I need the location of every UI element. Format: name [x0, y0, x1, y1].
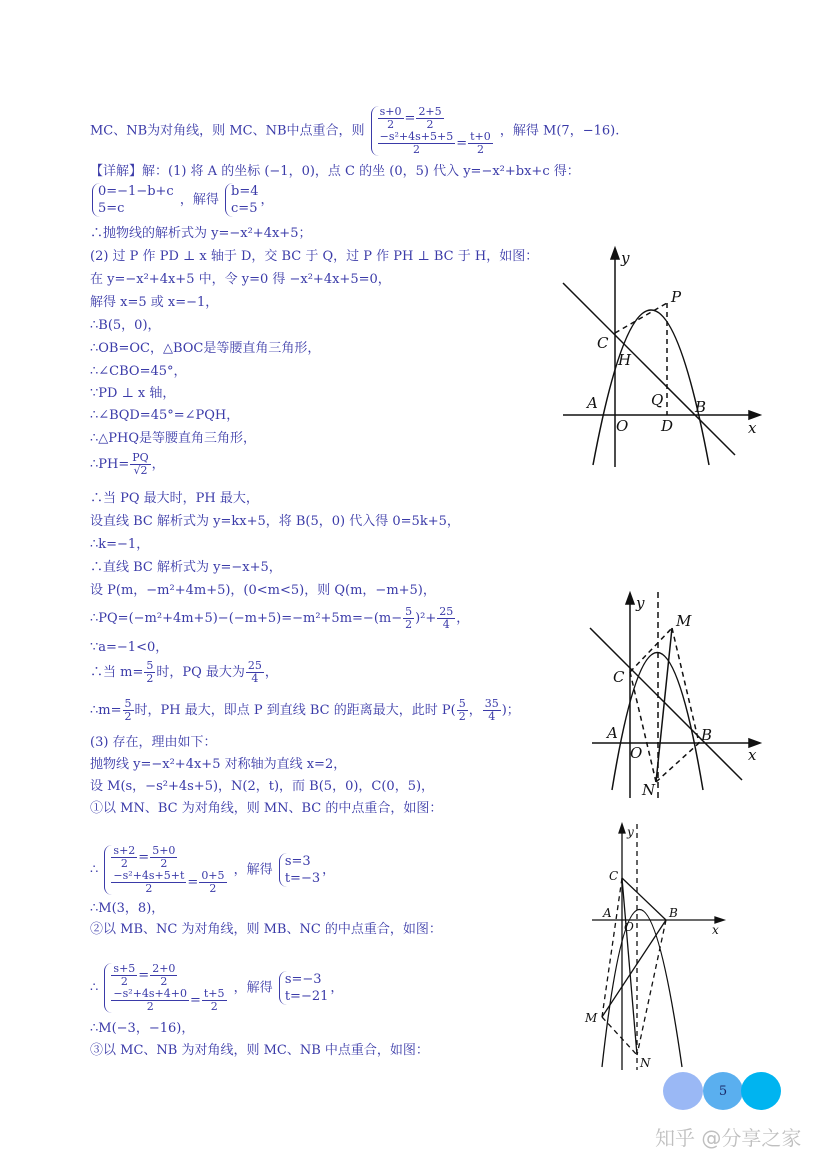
num: 5 [405, 605, 413, 618]
den: 2 [124, 710, 132, 723]
text-line [90, 963, 343, 1013]
den: 2 [209, 882, 217, 895]
num: t+5 [203, 987, 225, 1000]
label-x: x [712, 923, 719, 937]
den: 2 [160, 857, 168, 870]
text: 时，PQ 最大为 [156, 665, 245, 680]
num: PQ [132, 451, 149, 464]
label-x: x [748, 419, 757, 437]
text-line: ①以 MN、BC 为对角线，则 MN、BC 的中点重合，如图： [90, 801, 443, 816]
text-line: ∴∠BQD=45°=∠PQH， [90, 408, 240, 423]
text-line: 抛物线 y=−x²+4x+5 对称轴为直线 x=2， [90, 757, 347, 772]
text-line: (2) 过 P 作 PD ⊥ x 轴于 D，交 BC 于 Q，过 P 作 PH ⊥ BC 于 H，如图： [90, 249, 539, 264]
text-line [90, 698, 520, 723]
equation-system [92, 183, 174, 217]
y-arrow-icon [611, 248, 619, 259]
num: t+0 [470, 130, 491, 143]
text-line: ∴k=−1， [90, 537, 150, 552]
text-line: ∴∠CBO=45°， [90, 364, 187, 379]
den: 4 [488, 710, 496, 723]
equation-system: $\frac{s+5}{2}$ = $\frac{2+0}{2}$ $\frac{\text{−s²+4s+4+0}}{2}$ = $\frac{t+5}{2}$ [104, 963, 227, 1013]
den: 2 [146, 1000, 154, 1013]
text-line: 设直线 BC 解析式为 y=kx+5，将 B(5，0) 代入得 0=5k+5， [90, 514, 460, 529]
page-number: 5 [703, 1072, 743, 1110]
den: 2 [426, 118, 434, 131]
label-o: O [624, 920, 634, 934]
label-y: y [627, 825, 634, 839]
text: 时，PH 最大，即点 P 到直线 BC 的距离最大，此时 P( [134, 703, 456, 718]
text-line [90, 660, 278, 685]
parabola-curve [593, 310, 709, 465]
eq: b=4 [231, 184, 259, 199]
num: s+5 [113, 962, 136, 975]
segment-bn [637, 920, 666, 1055]
num: s+0 [379, 105, 402, 118]
text-line [90, 183, 274, 217]
text-line: (3) 存在，理由如下： [90, 735, 217, 750]
num: 25 [247, 659, 262, 672]
equation-system [225, 183, 259, 217]
label-a: A [587, 394, 598, 412]
num: 35 [484, 697, 499, 710]
num: −s²+4s+5+t [113, 869, 185, 882]
text-line: 在 y=−x²+4x+5 中，令 y=0 得 −x²+4x+5=0， [90, 272, 391, 287]
den: 2 [146, 672, 154, 685]
text-line [90, 106, 619, 156]
page-circle-right [741, 1072, 781, 1110]
den: 2 [412, 143, 420, 156]
den: 2 [405, 618, 413, 631]
segment-mc [602, 878, 622, 1017]
text-line: ∴抛物线的解析式为 y=−x²+4x+5； [90, 226, 312, 241]
text-line: ∴M(−3，−16)， [90, 1021, 195, 1036]
equation-system: $\frac{s+2}{2}$ = $\frac{5+0}{2}$ $\frac{\text{−s²+4s+5+t}}{2}$ = $\frac{0+5}{2}$ [104, 845, 227, 895]
label-h: H [618, 351, 632, 369]
text: ，解得 [233, 980, 273, 996]
label-m: M [585, 1011, 598, 1025]
eq: s=−3 [284, 972, 322, 987]
den: 2 [160, 975, 168, 988]
label-p: P [671, 288, 682, 306]
text-line: ∴当 PQ 最大时，PH 最大， [90, 491, 259, 506]
text-line [90, 606, 469, 631]
text-line: ∴M(3，8)， [90, 901, 165, 916]
label-o: O [630, 744, 643, 762]
text-line: ∴△PHQ是等腰直角三角形， [90, 431, 257, 446]
segment-cb [622, 878, 666, 920]
text: ，解得 M(7，−16). [499, 123, 620, 139]
text-line: 解得 x=5 或 x=−1， [90, 295, 219, 310]
num: −s²+4s+5+5 [379, 130, 454, 143]
text: ， [260, 192, 274, 208]
label-o: O [616, 417, 629, 435]
num: −s²+4s+4+0 [113, 987, 187, 1000]
figure-2-parabola-diagram [580, 590, 765, 800]
label-c: C [597, 334, 609, 352]
den: √2 [133, 464, 148, 477]
segment-mb [672, 628, 699, 743]
text: )²+ [415, 611, 437, 626]
text-line: 【详解】解：(1) 将 A 的坐标 (−1，0)，点 C 的坐 (0，5) 代入 y=−x²+bx+c 得： [90, 164, 580, 179]
segment-mb [602, 920, 666, 1017]
text: ， [456, 611, 470, 626]
den: 2 [210, 1000, 218, 1013]
den: 4 [442, 618, 450, 631]
num: 2+5 [418, 105, 442, 118]
text-line: ∵a=−1<0， [90, 640, 169, 655]
num: 5 [124, 697, 132, 710]
label-n: N [640, 1056, 651, 1070]
label-a: A [603, 906, 612, 920]
den: 2 [145, 882, 153, 895]
den: 2 [120, 975, 128, 988]
text: ∴ [90, 862, 99, 878]
label-m: M [676, 612, 692, 630]
label-b: B [669, 906, 678, 920]
text-line: 设 P(m，−m²+4m+5)，(0<m<5)，则 Q(m，−m+5)， [90, 583, 436, 598]
line-bc [563, 283, 735, 455]
text: ， [330, 980, 344, 996]
num: 25 [439, 605, 454, 618]
watermark: 知乎 @分享之家 [655, 1126, 802, 1150]
text-line: ∵PD ⊥ x 轴， [90, 386, 176, 401]
text-line: ∴OB=OC，△BOC是等腰直角三角形， [90, 341, 321, 356]
text-line: ②以 MB、NC 为对角线，则 MB、NC 的中点重合，如图： [90, 922, 442, 937]
den: 2 [120, 857, 128, 870]
eq: c=5 [231, 201, 258, 216]
text: ∴当 m= [90, 665, 144, 680]
label-b: B [701, 726, 713, 744]
figure-1-parabola-diagram [555, 245, 765, 470]
num: 5+0 [152, 844, 176, 857]
text-line: ③以 MC、NB 为对角线，则 MC、NB 中点重合，如图： [90, 1043, 429, 1058]
text: ，解得 [233, 862, 273, 878]
x-arrow-icon [749, 411, 760, 419]
label-y: y [636, 594, 645, 612]
segment-cm [630, 628, 672, 672]
label-c: C [613, 668, 625, 686]
figure-3-parabola-diagram [580, 822, 730, 1072]
equation-system [279, 971, 329, 1005]
eq: s=3 [284, 854, 311, 869]
text: ，解得 [179, 192, 219, 208]
num: 0+5 [201, 869, 225, 882]
equation-system [279, 853, 320, 887]
segment-nb [656, 743, 699, 782]
num: 2+0 [152, 962, 176, 975]
den: 2 [476, 143, 484, 156]
label-c: C [609, 869, 619, 883]
page-circle-left [663, 1072, 703, 1110]
text: ， [151, 457, 165, 472]
label-d: D [661, 417, 674, 435]
text: ， [468, 703, 482, 718]
den: 2 [387, 118, 395, 131]
eq: t=−21 [284, 989, 329, 1004]
y-arrow-icon [619, 824, 625, 833]
den: 4 [251, 672, 259, 685]
label-q: Q [651, 391, 664, 409]
label-a: A [607, 724, 618, 742]
text: ∴PQ=(−m²+4m+5)−(−m+5)=−m²+5m=−(m− [90, 611, 403, 626]
text: ∴ [90, 980, 99, 996]
y-arrow-icon [626, 593, 634, 604]
label-y: y [621, 249, 630, 267]
text: )； [501, 703, 520, 718]
label-n: N [642, 781, 656, 799]
label-x: x [748, 746, 757, 764]
num: 5 [458, 697, 466, 710]
text: ， [264, 665, 278, 680]
eq: 0=−1−b+c [98, 184, 174, 199]
text-line: ∴B(5，0)， [90, 318, 161, 333]
text-line [90, 845, 335, 895]
den: 2 [458, 710, 466, 723]
equation-system: $\frac{s+0}{2}$ = $\frac{2+5}{2}$ $\frac{\text{−s²+4s+5+5}}{2}$ = $\frac{t+0}{2}$ [371, 106, 494, 156]
line-bc [590, 628, 742, 780]
text: MC、NB为对角线，则 MC、NB中点重合，则 [90, 123, 365, 139]
text-line: 设 M(s，−s²+4s+5)，N(2，t)，而 B(5，0)，C(0，5)， [90, 779, 435, 794]
text: ∴m= [90, 703, 122, 718]
num: 5 [146, 659, 154, 672]
text-line: ∴直线 BC 解析式为 y=−x+5， [90, 560, 282, 575]
text: ， [322, 862, 336, 878]
text: ∴PH= [90, 457, 130, 472]
text-line [90, 452, 165, 477]
eq: t=−3 [284, 871, 321, 886]
eq: 5=c [98, 201, 125, 216]
num: s+2 [113, 844, 136, 857]
segment-ph [615, 303, 667, 333]
label-b: B [695, 398, 707, 416]
